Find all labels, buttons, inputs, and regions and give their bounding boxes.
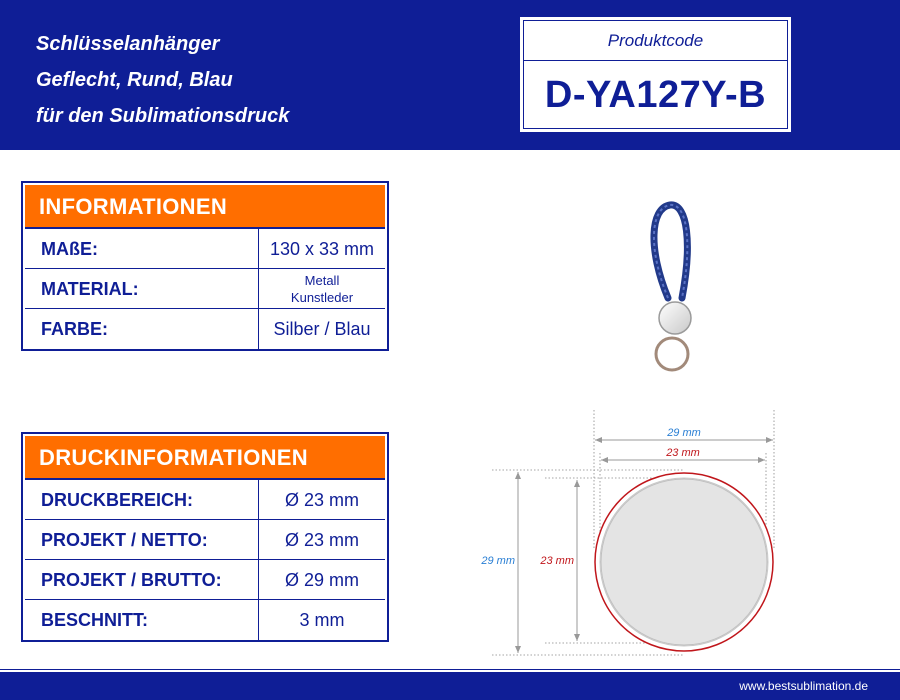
footer-divider	[0, 669, 900, 670]
product-title	[36, 26, 289, 134]
row-value-bleed: 3 mm	[299, 610, 345, 630]
row-key-project-gross: PROJEKT / BRUTTO:	[25, 560, 259, 599]
round-metal-disc	[659, 302, 691, 334]
table-row	[25, 600, 385, 640]
table-row	[25, 309, 385, 349]
table-row	[25, 520, 385, 560]
key-ring	[656, 338, 688, 370]
row-key-material: MATERIAL:	[25, 269, 259, 308]
header-banner	[0, 0, 900, 148]
row-key-color: FARBE:	[25, 309, 259, 349]
row-value-project-net: Ø 23 mm	[284, 530, 359, 550]
row-key-dimensions: MAßE:	[25, 229, 259, 268]
table-row	[25, 560, 385, 600]
product-code-value: D-YA127Y-B	[544, 74, 767, 116]
table-row	[25, 269, 385, 309]
row-value-project-gross: Ø 29 mm	[284, 570, 359, 590]
table-row	[25, 229, 385, 269]
row-key-project-net: PROJEKT / NETTO:	[25, 520, 259, 559]
material-line-1: Metall	[304, 273, 340, 288]
print-area-circle	[601, 479, 767, 645]
row-value-color: Silber / Blau	[273, 319, 371, 339]
product-code-box	[518, 15, 793, 134]
print-table-heading: DRUCKINFORMATIONEN	[25, 436, 385, 480]
info-table-heading: INFORMATIONEN	[25, 185, 385, 229]
footer-bar	[0, 672, 900, 700]
title-line-1: Schlüsselanhänger	[36, 33, 220, 55]
row-value-print-area: Ø 23 mm	[284, 490, 359, 510]
dimension-drawing	[470, 405, 790, 660]
website-link[interactable]: www.bestsublimation.de	[739, 679, 868, 693]
inner-height-label: 23 mm	[540, 555, 574, 567]
row-value-material	[259, 269, 385, 308]
table-row	[25, 480, 385, 520]
title-line-2: Geflecht, Rund, Blau	[36, 69, 233, 91]
keychain-product-image	[620, 190, 730, 380]
outer-height-label: 29 mm	[481, 555, 515, 567]
row-key-print-area: DRUCKBEREICH:	[25, 480, 259, 519]
title-line-3: für den Sublimationsdruck	[36, 105, 290, 127]
material-line-2: Kunstleder	[290, 290, 354, 305]
row-value-dimensions: 130 x 33 mm	[269, 239, 375, 259]
header-divider	[0, 148, 900, 150]
product-code-label: Produktcode	[524, 21, 787, 61]
inner-width-label: 23 mm	[666, 447, 700, 459]
braided-strap	[654, 205, 687, 298]
row-key-bleed: BESCHNITT:	[25, 600, 259, 640]
info-table	[21, 181, 389, 351]
print-info-table	[21, 432, 389, 642]
outer-width-label: 29 mm	[667, 427, 701, 439]
